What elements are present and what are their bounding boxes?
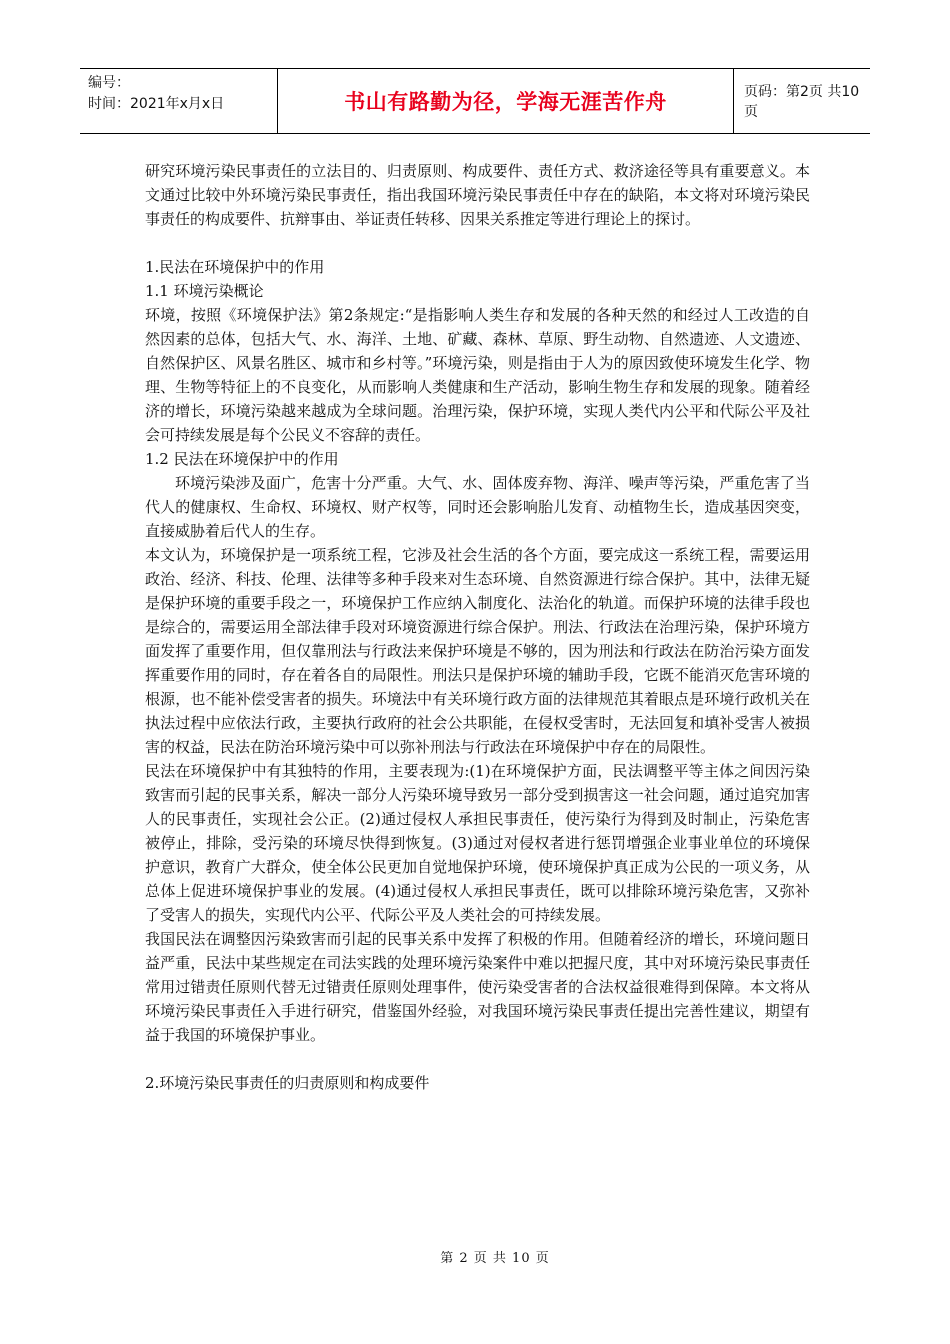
intro-paragraph: 研究环境污染民事责任的立法目的、归责原则、构成要件、责任方式、救济途径等具有重要意义。本文通过比较中外环境污染民事责任，指出我国环境污染民事责任中存在的缺陷，本文将对环境污染民事责任的构成要件、抗辩事由、举证责任转移、因果关系推定等进行理论上的探讨。 xyxy=(145,162,810,228)
section-1-2-paragraph-4: 我国民法在调整因污染致害而引起的民事关系中发挥了积极的作用。但随着经济的增长，环境问题日益严重，民法中某些规定在司法实践的处理环境污染案件中难以把握尺度，其中对环境污染民事责任常用过错责任原则代替无过错责任原则处理事件，使污染受害者的合法权益很难得到保障。本文将从环境污染民事责任入手进行研究，借鉴国外经验，对我国环境污染民事责任提出完善性建议，期望有益于我国的环境保护事业。 xyxy=(145,930,810,1044)
section-2-heading: 2.环境污染民事责任的归责原则和构成要件 xyxy=(145,1074,430,1092)
footer-page-number: 第 2 页 共 10 页 xyxy=(440,1251,550,1266)
header-meta xyxy=(80,69,278,133)
section-1-heading: 1.民法在环境保护中的作用 xyxy=(145,258,325,276)
page-footer xyxy=(0,1247,950,1266)
section-1-2-paragraph-1: 环境污染涉及面广，危害十分严重。大气、水、固体废弃物、海洋、噪声等污染，严重危害了当代人的健康权、生命权、环境权、财产权等，同时还会影响胎儿发育、动植物生长，造成基因突变，直接威胁着后代人的生存。 xyxy=(145,474,810,540)
section-1-1-paragraph: 环境，按照《环境保护法》第2条规定:“是指影响人类生存和发展的各种天然的和经过人工改造的自然因素的总体，包括大气、水、海洋、土地、矿藏、森林、草原、野生动物、自然遗迹、人文遗迹、自然保护区、风景名胜区、城市和乡村等。”环境污染，则是指由于人为的原因致使环境发生化学、物理、生物等特征上的不良变化，从而影响人类健康和生产活动，影响生物生存和发展的现象。随着经济的增长，环境污染越来越成为全球问题。治理污染，保护环境，实现人类代内公平和代际公平及社会可持续发展是每个公民义不容辞的责任。 xyxy=(145,306,810,444)
document-body xyxy=(145,159,810,1095)
section-1-1-heading: 1.1 环境污染概论 xyxy=(145,282,264,300)
section-1-2-paragraph-3: 民法在环境保护中有其独特的作用，主要表现为:(1)在环境保护方面，民法调整平等主体之间因污染致害而引起的民事关系，解决一部分人污染环境导致另一部分受到损害这一社会问题，通过追究加害人的民事责任，实现社会公正。(2)通过侵权人承担民事责任，使污染行为得到及时制止，污染危害被停止，排除，受污染的环境尽快得到恢复。(3)通过对侵权者进行惩罚增强企业事业单位的环境保护意识，教育广大群众，使全体公民更加自觉地保护环境，使环境保护真正成为公民的一项义务，从总体上促进环境保护事业的发展。(4)通过侵权人承担民事责任，既可以排除环境污染危害，又弥补了受害人的损失，实现代内公平、代际公平及人类社会的可持续发展。 xyxy=(145,762,810,924)
header-motto: 书山有路勤为径，学海无涯苦作舟 xyxy=(278,69,734,133)
section-1-2-heading: 1.2 民法在环境保护中的作用 xyxy=(145,450,339,468)
date-label: 时间：2021年x月x日 xyxy=(88,96,225,112)
section-1-2-paragraph-2: 本文认为，环境保护是一项系统工程，它涉及社会生活的各个方面，要完成这一系统工程，需要运用政治、经济、科技、伦理、法律等多种手段来对生态环境、自然资源进行综合保护。其中，法律无疑是保护环境的重要手段之一，环境保护工作应纳入制度化、法治化的轨道。而保护环境的法律手段也是综合的，需要运用全部法律手段对环境资源进行综合保护。刑法、行政法在治理污染，保护环境方面发挥了重要作用，但仅靠刑法与行政法来保护环境是不够的，因为刑法和行政法在防治污染方面发挥重要作用的同时，存在着各自的局限性。刑法只是保护环境的辅助手段，它既不能消灭危害环境的根源，也不能补偿受害者的损失。环境法中有关环境行政方面的法律规范其着眼点是环境行政机关在执法过程中应依法行政，主要执行政府的社会公共职能，在侵权受害时，无法回复和填补受害人被损害的权益，民法在防治环境污染中可以弥补刑法与行政法在环境保护中存在的局限性。 xyxy=(145,546,810,756)
serial-number-label: 编号： xyxy=(88,75,130,91)
page-header xyxy=(80,68,870,134)
header-page-info: 页码：第2页 共10页 xyxy=(744,84,860,120)
